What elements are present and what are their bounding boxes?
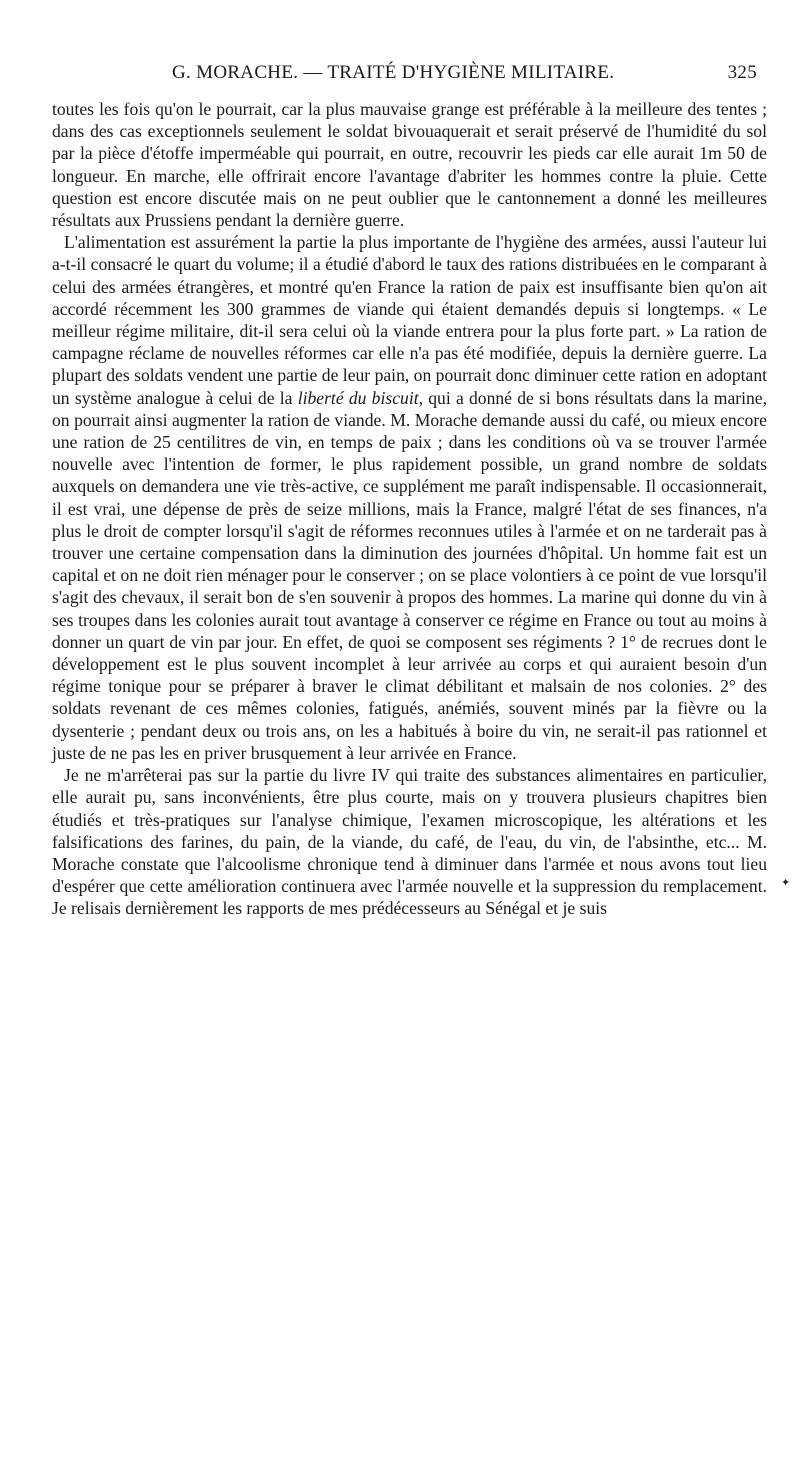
paragraph-alimentation-part-2: , qui a donné de si bons résultats dans la marine, on pourrait ainsi augmenter la ration de viande. M. Morache demande aussi du café, ou mieux encore une ration de 25 centilitres de vin, en temps de paix ; dans les conditions où va se trouver l'armée nouvelle avec l'intention de former, le plus rapidement possible, un grand nombre de soldats auxquels on demandera une vie très-active, ce supplément me paraît indispensable. Il occasionnerait, il est vrai, une dépense de près de seize millions, mais la France, malgré l'état de ses finances, n'a plus le droit de compter lorsqu'il s'agit de réformes reconnues utiles à l'armée et on ne tarderait pas à trouver une certaine compensation dans la diminution des journées d'hôpital. Un homme fait est un capital et on ne doit rien ménager pour le conserver ; on se place volontiers à ce point de vue lorsqu'il s'agit des chevaux, il serait bon de s'en souvenir à propos des hommes. La marine qui donne du vin à ses troupes dans les colonies aurait tout avantage à conserver ce régime en France ou tout au moins à donner un quart de vin par jour. En effet, de quoi se composent ses régiments ? 1° de recrues dont le développement est le plus souvent incomplet à leur arrivée au corps et qui auraient besoin d'un régime tonique pour se préparer à braver le climat débilitant et malsain de nos colonies. 2° des soldats revenant de ces mêmes colonies, fatigués, anémiés, souvent minés par la fièvre ou la dysenterie ; pendant deux ou trois ans, on les a habitués à boire du vin, ne serait-il pas rationnel et juste de ne pas les en priver brusquement à leur arrivée en France. — [52, 387, 768, 763]
running-title: G. MORACHE. — TRAITÉ D'HYGIÈNE MILITAIRE. — [172, 62, 615, 83]
paragraph-alimentation-part-1: L'alimentation est assurément la partie la plus importante de l'hygiène des armées, aussi l'auteur lui a-t-il consacré le quart du volume; il a étudié d'abord le taux des rations distribuées en le comparant à celui des armées étrangères, et montré qu'en France la ration de paix est insuffisante bien qu'on ait accordé récemment les 300 grammes de viande qui étaient demandés depuis si longtemps. « Le meilleur régime militaire, dit-il sera celui où la viande entrera pour la plus forte part. » La ration de campagne réclame de nouvelles réformes car elle n'a pas été modifiée, depuis la dernière guerre. La plupart des soldats vendent une partie de leur pain, on pourrait donc diminuer cette ration en adoptant un système analogue à celui de la — [52, 232, 767, 408]
italic-phrase: liberté du biscuit — [297, 387, 419, 408]
page-number: 325 — [727, 62, 757, 83]
margin-mark-icon: ✦ — [781, 877, 791, 889]
paragraph-livre-iv: Je ne m'arrêterai pas sur la partie du livre IV qui traite des substances alimentaires en particulier, elle aurait pu, sans inconvénients, être plus courte, mais on y trouvera plusieurs chapitres bien étudiés et très-pratiques sur l'analyse chimique, l'examen microscopique, les altérations et les falsifications des farines, du pain, de la viande, du café, de l'eau, du vin, de l'absinthe, etc... M. Morache constate que l'alcoolisme chronique tend à diminuer dans l'armée et nous avons tout lieu d'espérer que cette amélioration continuera avec l'armée nouvelle et la suppression du remplacement. Je relisais dernièrement les rapports de mes prédécesseurs au Sénégal et je suis — [52, 765, 767, 919]
body-text — [52, 98, 767, 920]
paragraph-alimentation — [52, 231, 767, 764]
running-head — [172, 62, 757, 92]
paragraph-continuation: toutes les fois qu'on le pourrait, car la plus mauvaise grange est préférable à la meilleure des tentes ; dans des cas exceptionnels seulement le soldat bivouaquerait et serait préservé de l'humidité du sol par la pièce d'étoffe imperméable qui pourrait, en outre, recouvrir les pieds car elle aurait 1m 50 de longueur. En marche, elle offrirait encore l'avantage d'abriter les hommes contre la pluie. Cette question est encore discutée mais on ne peut oublier que le cantonnement a donné les meilleures résultats aux Prussiens pendant la dernière guerre. — [52, 99, 767, 231]
